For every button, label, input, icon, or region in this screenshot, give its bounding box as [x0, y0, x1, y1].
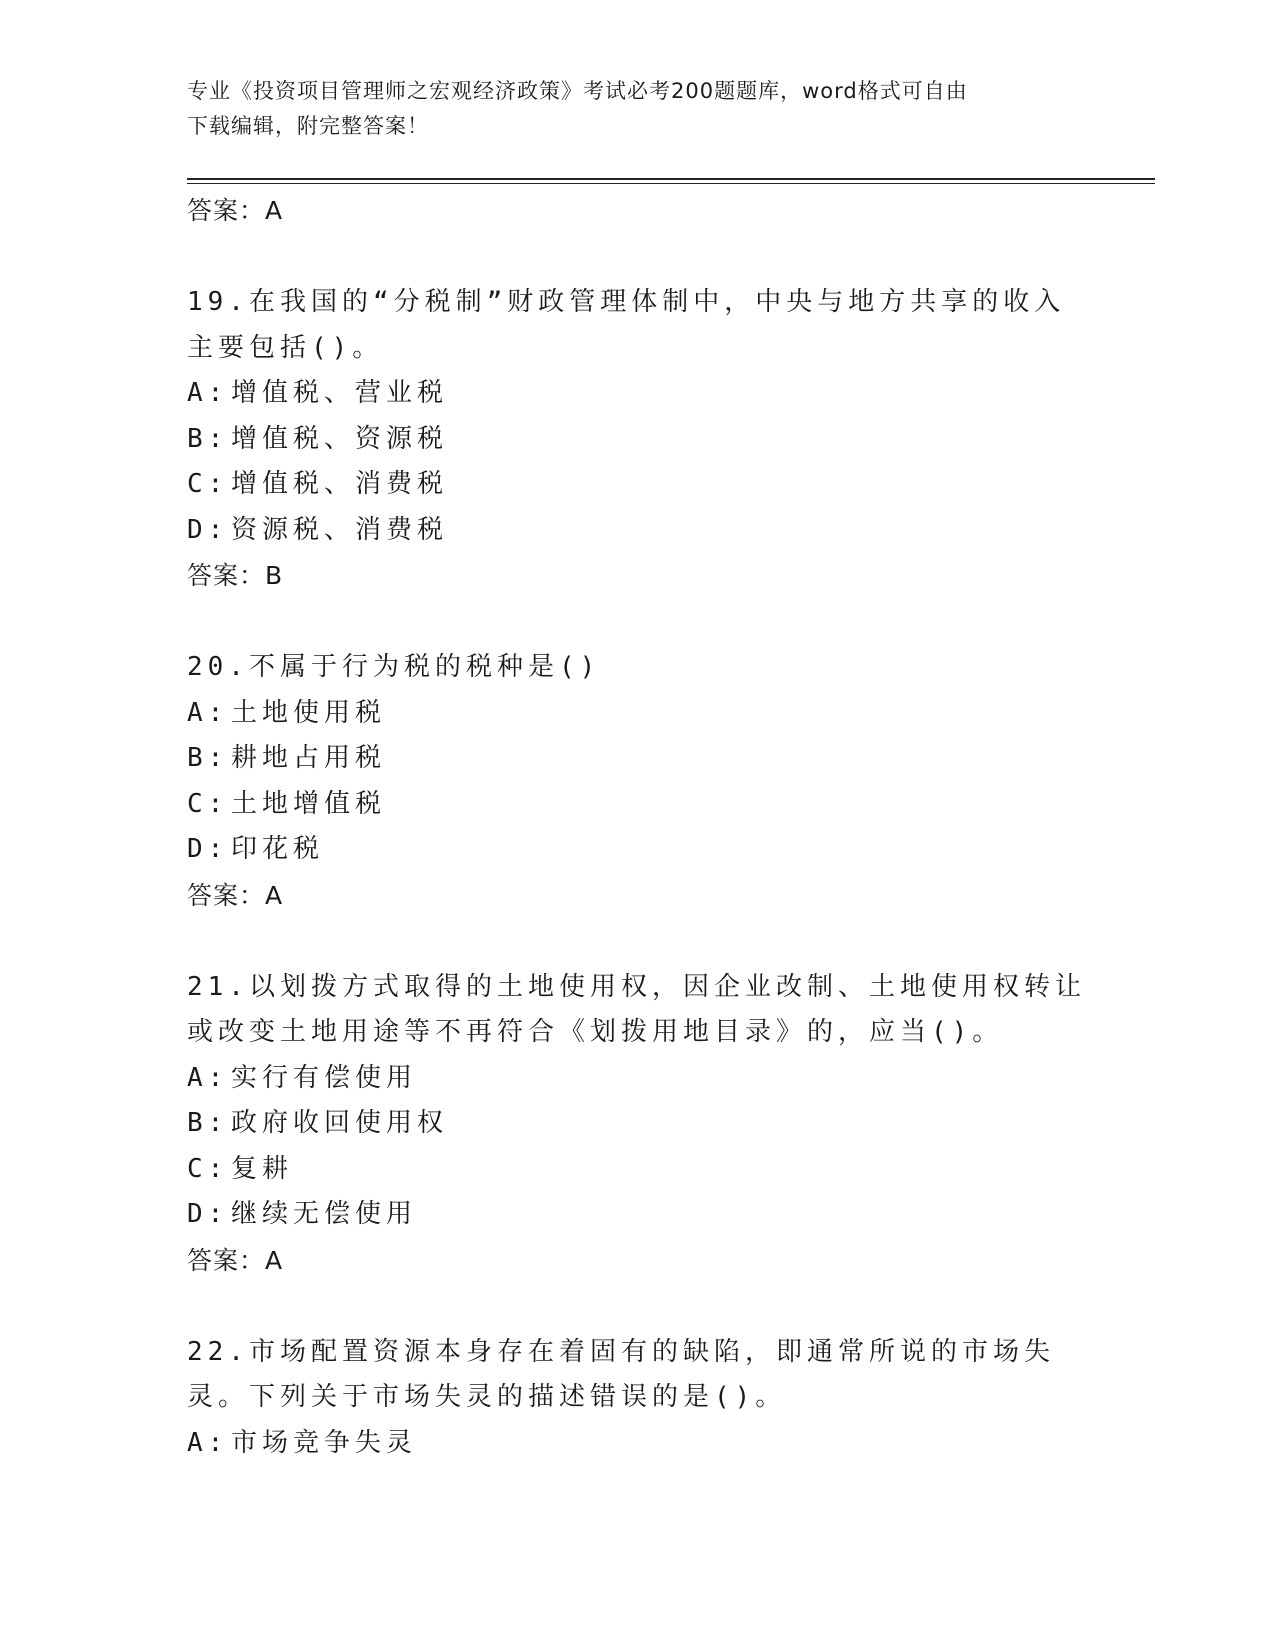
option-text: 复耕: [231, 1153, 294, 1184]
header-line-1: 专业《投资项目管理师之宏观经济政策》考试必考200题题库，word格式可自由: [187, 79, 968, 103]
header-divider-thin: [187, 183, 1155, 184]
option-text: 继续无偿使用: [231, 1199, 418, 1229]
answer-label: 答案：: [187, 1245, 266, 1275]
question-20: [187, 645, 1087, 919]
option-text: 增值税、资源税: [231, 423, 449, 454]
option-b: [187, 1101, 1087, 1147]
option-d: [187, 1192, 1087, 1238]
question-stem: 21.以划拨方式取得的土地使用权，因企业改制、土地使用权转让或改变土地用途等不再符合《划拨用地目录》的，应当()。: [187, 971, 1086, 1047]
option-b: [187, 736, 1087, 782]
option-letter: C:: [187, 788, 229, 819]
option-a: [187, 371, 1087, 417]
option-letter: A:: [187, 1062, 229, 1093]
question-stem: 20.不属于行为税的税种是(): [187, 652, 601, 682]
answer-line: [187, 1238, 1087, 1284]
option-c: [187, 782, 1087, 828]
option-letter: C:: [187, 469, 229, 499]
answer-label: 答案：: [187, 880, 266, 910]
option-letter: D:: [187, 834, 229, 864]
option-letter: D:: [187, 1199, 229, 1229]
question-21: [187, 965, 1087, 1284]
option-c: [187, 462, 1087, 508]
option-text: 印花税: [231, 834, 325, 864]
document-header: [187, 74, 1087, 144]
option-c: [187, 1147, 1087, 1193]
question-19: [187, 280, 1087, 599]
option-text: 增值税、营业税: [231, 378, 449, 408]
question-list: [187, 188, 1087, 1466]
option-text: 政府收回使用权: [231, 1108, 449, 1138]
option-letter: B:: [187, 1108, 229, 1138]
header-divider-thick: [187, 178, 1155, 180]
option-a: [187, 691, 1087, 737]
answer-value: A: [265, 880, 284, 910]
option-text: 土地增值税: [231, 788, 387, 819]
option-letter: A:: [187, 697, 229, 728]
answer-line: [187, 873, 1087, 919]
option-letter: B:: [187, 423, 229, 454]
question-stem: 22.市场配置资源本身存在着固有的缺陷，即通常所说的市场失灵。下列关于市场失灵的描述错误的是()。: [187, 1336, 1055, 1412]
answer-value: A: [265, 1245, 284, 1275]
answer-value: A: [265, 196, 284, 225]
answer-value: B: [265, 561, 284, 590]
option-letter: A:: [187, 1427, 229, 1458]
question-stem: 19.在我国的“分税制”财政管理体制中，中央与地方共享的收入主要包括()。: [187, 287, 1066, 363]
option-a: [187, 1056, 1087, 1102]
option-text: 耕地占用税: [231, 743, 387, 773]
option-text: 土地使用税: [231, 697, 387, 728]
option-letter: A:: [187, 378, 229, 408]
answer-line: [187, 553, 1087, 599]
option-d: [187, 827, 1087, 873]
header-line-2: 下载编辑，附完整答案！: [187, 114, 429, 138]
option-text: 增值税、消费税: [231, 469, 449, 499]
option-d: [187, 508, 1087, 554]
answer-line: [187, 188, 1087, 234]
option-b: [187, 417, 1087, 463]
option-text: 资源税、消费税: [231, 514, 449, 545]
option-text: 实行有偿使用: [231, 1062, 418, 1093]
option-text: 市场竞争失灵: [231, 1427, 418, 1458]
answer-label: 答案：: [187, 196, 266, 225]
question-22: [187, 1330, 1087, 1467]
option-letter: D:: [187, 514, 229, 545]
option-letter: B:: [187, 743, 229, 773]
option-a: [187, 1421, 1087, 1467]
option-letter: C:: [187, 1153, 229, 1184]
answer-label: 答案：: [187, 561, 266, 590]
